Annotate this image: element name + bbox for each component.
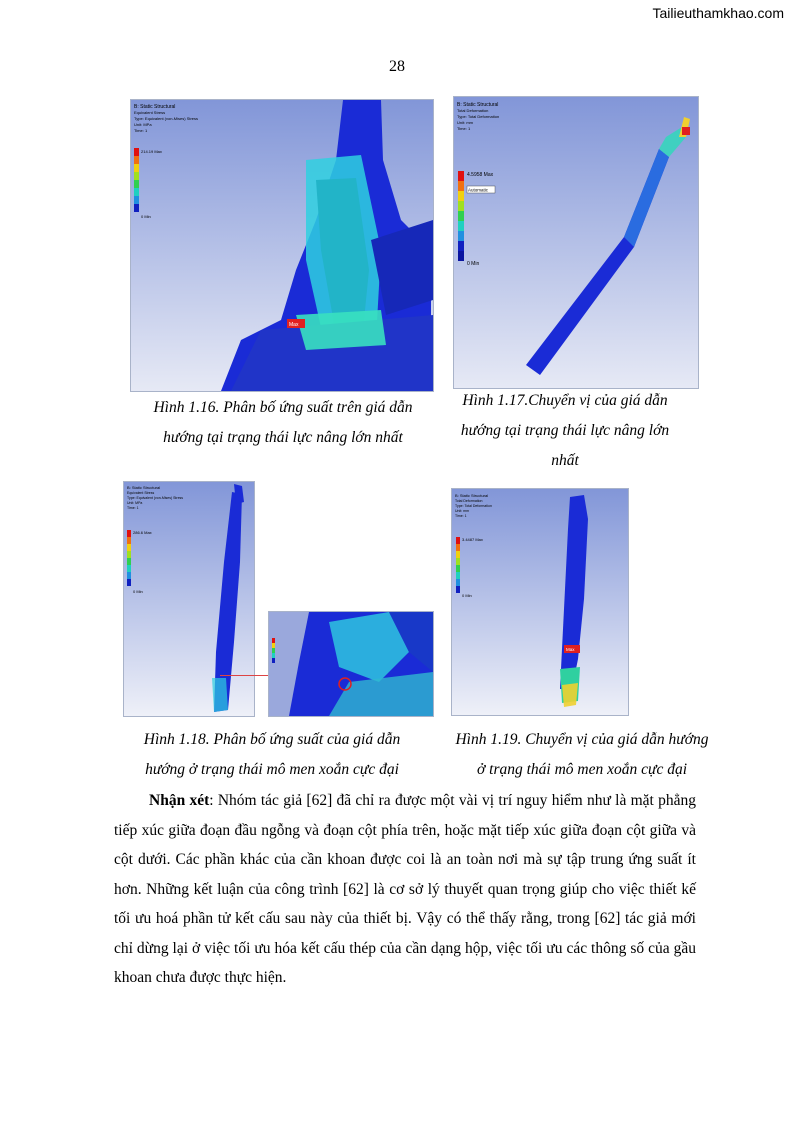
color-legend bbox=[127, 530, 131, 586]
figure-1-17 bbox=[453, 96, 699, 389]
stress-detail-plot bbox=[269, 612, 433, 716]
figure-1-16 bbox=[130, 99, 434, 392]
legend-line: Unit: mm bbox=[457, 120, 473, 125]
remark-lead: Nhận xét bbox=[149, 792, 210, 809]
deformation-plot-2 bbox=[452, 489, 628, 715]
remark-paragraph bbox=[114, 786, 696, 993]
legend-min: 0 Min bbox=[141, 214, 151, 219]
probe-label: Automatic bbox=[468, 187, 489, 193]
stress-plot-1 bbox=[131, 100, 433, 391]
color-legend bbox=[456, 537, 460, 593]
figure-1-19 bbox=[451, 488, 629, 716]
legend-line: Total Deformation bbox=[455, 499, 483, 503]
color-legend bbox=[134, 148, 139, 212]
page-number: 28 bbox=[389, 58, 405, 75]
probe-label: Max bbox=[289, 322, 299, 328]
legend-line: Total Deformation bbox=[457, 108, 489, 113]
legend-max: 3.4487 Max bbox=[462, 537, 483, 542]
legend-min: 0 Min bbox=[133, 589, 143, 594]
legend-line: Type: Equivalent (von-Mises) Stress bbox=[134, 116, 199, 121]
legend-line: B: Static Structural bbox=[127, 485, 161, 490]
remark-text: : Nhóm tác giả [62] đã chỉ ra được một vài vị trí nguy hiểm như là mặt phẳng tiếp xúc giữa đoạn đầu ngỗng và đoạn cột phía trên, hoặc mặt tiếp xúc giữa đoạn cột giữa và cột dưới. Các phần khác của cần khoan được coi là an toàn nơi mà sự tập trung ứng suất ít hơn. Những kết luận của công trình [62] là cơ sở lý thuyết quan trọng giúp cho việc thiết kế tối ưu hoá phần tử kết cấu sau này của thiết bị. Vậy có thể thấy rằng, trong [62] tác giả mới chỉ dừng lại ở việc tối ưu hóa kết cấu thép của cần dạng hộp, việc tối ưu các thông số của gầu khoan chưa được thực hiện. bbox=[114, 792, 697, 986]
figure-1-18-detail bbox=[268, 611, 434, 717]
legend-min: 0 Min bbox=[467, 261, 480, 267]
color-legend bbox=[272, 638, 275, 663]
watermark: Tailieuthamkhao.com bbox=[652, 5, 784, 21]
stress-plot-2 bbox=[124, 482, 254, 716]
probe-label: Max bbox=[566, 647, 575, 652]
legend-line: Time: 1 bbox=[455, 514, 467, 518]
legend-max: 4.5958 Max bbox=[467, 172, 494, 178]
legend-line: Type: Total Deformation bbox=[457, 114, 500, 119]
legend-line: Unit: MPa bbox=[134, 122, 152, 127]
caption-figure-1-17: Hình 1.17.Chuyển vị của giá dẫn hướng tại trạng thái lực nâng lớn nhất bbox=[460, 392, 670, 469]
caption-figure-1-16: Hình 1.16. Phân bố ứng suất trên giá dẫn hướng tại trạng thái lực nâng lớn nhất bbox=[153, 399, 413, 446]
caption-figure-1-18: Hình 1.18. Phân bố ứng suất của giá dẫn hướng ở trạng thái mô men xoắn cực đại bbox=[143, 731, 401, 778]
legend-line: Type: Total Deformation bbox=[455, 504, 492, 508]
color-legend bbox=[458, 171, 464, 261]
deformation-plot-1 bbox=[454, 97, 698, 388]
legend-line: Time: 1 bbox=[127, 506, 139, 510]
figure-1-18 bbox=[123, 481, 255, 717]
legend-line: Time: 1 bbox=[457, 126, 471, 131]
legend-line: Unit: mm bbox=[455, 509, 469, 513]
legend-line: Type: Equivalent (von-Mises) Stress bbox=[127, 496, 184, 500]
legend-line: Equivalent Stress bbox=[127, 491, 155, 495]
legend-min: 0 Min bbox=[462, 593, 472, 598]
legend-line: Equivalent Stress bbox=[134, 110, 166, 115]
legend-line: Unit: MPa bbox=[127, 501, 143, 505]
legend-max: 286.6 Max bbox=[133, 530, 152, 535]
caption-figure-1-19: Hình 1.19. Chuyển vị của giá dẫn hướng ở trạng thái mô men xoắn cực đại bbox=[455, 731, 709, 778]
legend-line: Time: 1 bbox=[134, 128, 148, 133]
legend-line: B: Static Structural bbox=[457, 102, 499, 108]
legend-line: B: Static Structural bbox=[134, 104, 176, 110]
legend-max: 214.19 Max bbox=[141, 149, 162, 154]
legend-line: B: Static Structural bbox=[455, 493, 489, 498]
